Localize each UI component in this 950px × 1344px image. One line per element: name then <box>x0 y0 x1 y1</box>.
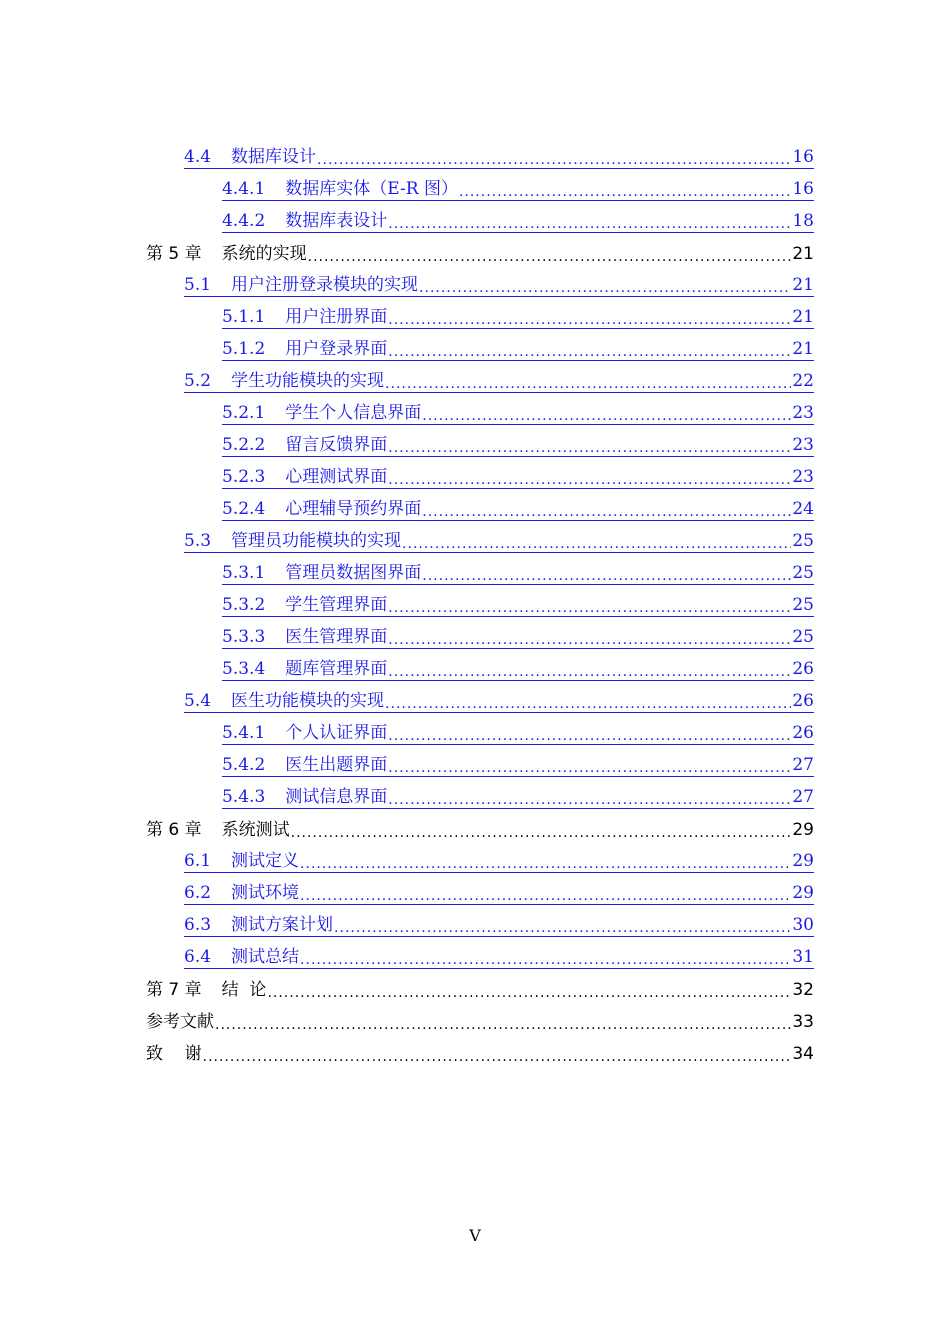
toc-entry-page: 21 <box>792 243 814 264</box>
toc-entry-line <box>184 942 814 969</box>
toc-entry-title: 致 谢 <box>146 1043 202 1064</box>
toc-entry-line <box>222 718 814 745</box>
toc-leader-dots <box>388 473 791 487</box>
toc-entry-title: 用户注册登录模块的实现 <box>231 274 419 295</box>
toc-entry-page: 23 <box>792 402 814 423</box>
toc-entry-title: 留言反馈界面 <box>285 434 388 455</box>
toc-leader-dots <box>385 377 791 391</box>
toc-leader-dots <box>388 761 791 775</box>
toc-entry-page: 29 <box>792 850 814 871</box>
toc-entry-line <box>222 302 814 329</box>
toc-leader-dots <box>388 601 791 615</box>
toc-entry[interactable] <box>0 555 950 587</box>
toc-entry[interactable] <box>0 779 950 811</box>
toc-entry-number: 5.2 <box>184 370 212 391</box>
toc-entry[interactable] <box>0 747 950 779</box>
toc-entry-number: 5.1.1 <box>222 306 266 327</box>
toc-entry-title: 数据库表设计 <box>285 210 388 231</box>
toc-leader-dots <box>422 569 791 583</box>
toc-entry-line <box>184 366 814 393</box>
page-number: V <box>469 1226 481 1245</box>
toc-entry-number: 5.1 <box>184 274 212 295</box>
toc-entry-line <box>184 686 814 713</box>
toc-entry-title: 个人认证界面 <box>285 722 388 743</box>
toc-entry-number: 第 7 章 <box>146 979 202 1000</box>
toc-entry-title: 题库管理界面 <box>285 658 388 679</box>
toc-entry[interactable] <box>0 939 950 971</box>
toc-entry-number: 4.4.1 <box>222 178 266 199</box>
toc-leader-dots <box>388 441 791 455</box>
toc-leader-dots <box>300 953 791 967</box>
toc-leader-dots <box>203 1050 792 1064</box>
toc-entry-line <box>184 846 814 873</box>
toc-entry-title: 心理辅导预约界面 <box>285 498 422 519</box>
toc-entry <box>0 971 950 1003</box>
toc-entry[interactable] <box>0 843 950 875</box>
toc-leader-dots <box>388 665 791 679</box>
toc-entry-line <box>222 558 814 585</box>
toc-entry-page: 16 <box>792 178 814 199</box>
toc-entry-page: 26 <box>792 658 814 679</box>
toc-entry-title: 测试方案计划 <box>231 914 334 935</box>
toc-entry-number: 6.4 <box>184 946 212 967</box>
toc-entry-number: 第 5 章 <box>146 243 202 264</box>
toc-entry[interactable] <box>0 459 950 491</box>
toc-leader-dots <box>422 505 791 519</box>
toc-entry-line <box>146 1039 814 1064</box>
toc-entry-number: 4.4 <box>184 146 212 167</box>
toc-entry-number: 5.4.1 <box>222 722 266 743</box>
table-of-contents <box>0 139 950 1067</box>
toc-entry[interactable] <box>0 299 950 331</box>
toc-entry-number: 5.2.3 <box>222 466 266 487</box>
toc-entry-page: 24 <box>792 498 814 519</box>
toc-entry[interactable] <box>0 587 950 619</box>
toc-entry-line <box>184 526 814 553</box>
toc-leader-dots <box>388 729 791 743</box>
toc-entry-page: 23 <box>792 434 814 455</box>
toc-leader-dots <box>385 697 791 711</box>
toc-leader-dots <box>267 986 791 1000</box>
toc-leader-dots <box>317 153 791 167</box>
toc-entry-page: 25 <box>792 562 814 583</box>
toc-entry-page: 23 <box>792 466 814 487</box>
toc-entry-title: 数据库实体（E-R 图） <box>285 178 458 199</box>
toc-entry-title: 医生管理界面 <box>285 626 388 647</box>
toc-entry-number: 5.3.3 <box>222 626 266 647</box>
toc-entry-line <box>222 622 814 649</box>
toc-entry-page: 22 <box>792 370 814 391</box>
toc-entry-number: 5.2.4 <box>222 498 266 519</box>
toc-entry[interactable] <box>0 171 950 203</box>
toc-entry-line <box>146 975 814 1000</box>
toc-entry-title: 医生功能模块的实现 <box>231 690 385 711</box>
toc-entry-line <box>184 270 814 297</box>
toc-leader-dots <box>291 826 792 840</box>
toc-entry-line <box>222 654 814 681</box>
toc-entry[interactable] <box>0 523 950 555</box>
toc-leader-dots <box>388 793 791 807</box>
toc-entry-number: 第 6 章 <box>146 819 202 840</box>
toc-entry-line <box>222 494 814 521</box>
toc-entry-number: 5.3.1 <box>222 562 266 583</box>
toc-entry[interactable] <box>0 363 950 395</box>
toc-entry-page: 26 <box>792 690 814 711</box>
toc-entry-number: 5.1.2 <box>222 338 266 359</box>
toc-entry-title: 系统的实现 <box>221 243 307 264</box>
toc-entry-title: 测试信息界面 <box>285 786 388 807</box>
toc-entry-page: 16 <box>792 146 814 167</box>
toc-entry[interactable] <box>0 683 950 715</box>
toc-entry[interactable] <box>0 619 950 651</box>
toc-entry-line <box>184 142 814 169</box>
toc-entry-line <box>222 750 814 777</box>
toc-entry-line <box>222 334 814 361</box>
toc-entry-title: 用户登录界面 <box>285 338 388 359</box>
toc-entry-page: 21 <box>792 338 814 359</box>
toc-entry-title: 测试环境 <box>231 882 300 903</box>
toc-leader-dots <box>419 281 791 295</box>
toc-entry-number: 6.3 <box>184 914 212 935</box>
toc-entry-number: 5.3.2 <box>222 594 266 615</box>
toc-entry-line <box>146 239 814 264</box>
toc-entry-page: 25 <box>792 530 814 551</box>
toc-leader-dots <box>402 537 791 551</box>
toc-entry-number: 5.3 <box>184 530 212 551</box>
toc-entry-title: 学生管理界面 <box>285 594 388 615</box>
toc-entry-line <box>222 206 814 233</box>
toc-entry-number: 6.1 <box>184 850 212 871</box>
toc-entry-line <box>222 398 814 425</box>
toc-entry-number: 4.4.2 <box>222 210 266 231</box>
toc-entry-title: 学生功能模块的实现 <box>231 370 385 391</box>
toc-entry-page: 27 <box>792 754 814 775</box>
toc-entry-page: 26 <box>792 722 814 743</box>
toc-entry-number: 5.2.2 <box>222 434 266 455</box>
toc-leader-dots <box>459 185 791 199</box>
toc-leader-dots <box>388 633 791 647</box>
toc-entry-line <box>184 910 814 937</box>
toc-leader-dots <box>334 921 791 935</box>
toc-entry-title: 心理测试界面 <box>285 466 388 487</box>
toc-entry[interactable] <box>0 267 950 299</box>
toc-entry-title: 测试定义 <box>231 850 300 871</box>
toc-entry <box>0 1003 950 1035</box>
toc-entry-page: 32 <box>792 979 814 1000</box>
toc-entry-number: 5.3.4 <box>222 658 266 679</box>
toc-leader-dots <box>300 857 791 871</box>
toc-entry-page: 34 <box>792 1043 814 1064</box>
toc-entry-page: 21 <box>792 274 814 295</box>
toc-entry-page: 25 <box>792 626 814 647</box>
toc-entry-number: 5.4 <box>184 690 212 711</box>
toc-entry-number: 5.4.2 <box>222 754 266 775</box>
toc-entry-title: 数据库设计 <box>231 146 317 167</box>
toc-entry-page: 30 <box>792 914 814 935</box>
toc-entry[interactable] <box>0 491 950 523</box>
toc-entry-title: 参考文献 <box>146 1011 214 1032</box>
toc-entry[interactable] <box>0 139 950 171</box>
toc-entry-title: 管理员数据图界面 <box>285 562 422 583</box>
toc-entry[interactable] <box>0 331 950 363</box>
toc-entry-number: 6.2 <box>184 882 212 903</box>
toc-entry-page: 33 <box>792 1011 814 1032</box>
toc-entry-line <box>222 430 814 457</box>
toc-entry <box>0 811 950 843</box>
toc-entry-line <box>184 878 814 905</box>
toc-entry <box>0 1035 950 1067</box>
toc-entry-line <box>146 815 814 840</box>
toc-entry-line <box>222 782 814 809</box>
toc-entry-page: 29 <box>792 819 814 840</box>
toc-leader-dots <box>388 313 791 327</box>
toc-leader-dots <box>215 1018 791 1032</box>
toc-entry-page: 25 <box>792 594 814 615</box>
toc-entry-title: 系统测试 <box>221 819 290 840</box>
toc-entry-title: 管理员功能模块的实现 <box>231 530 402 551</box>
toc-entry-title: 测试总结 <box>231 946 300 967</box>
toc-entry-title: 结 论 <box>221 979 267 1000</box>
toc-entry-page: 29 <box>792 882 814 903</box>
toc-leader-dots <box>300 889 791 903</box>
toc-entry-title: 医生出题界面 <box>285 754 388 775</box>
toc-entry-page: 31 <box>792 946 814 967</box>
toc-entry[interactable] <box>0 715 950 747</box>
toc-entry-number: 5.4.3 <box>222 786 266 807</box>
toc-leader-dots <box>308 250 792 264</box>
toc-entry-line <box>222 462 814 489</box>
toc-entry <box>0 235 950 267</box>
toc-leader-dots <box>388 345 791 359</box>
toc-entry[interactable] <box>0 907 950 939</box>
toc-entry-page: 21 <box>792 306 814 327</box>
toc-entry-line <box>222 174 814 201</box>
toc-entry[interactable] <box>0 427 950 459</box>
toc-entry[interactable] <box>0 395 950 427</box>
toc-leader-dots <box>422 409 791 423</box>
toc-entry-line <box>222 590 814 617</box>
toc-entry-page: 27 <box>792 786 814 807</box>
toc-entry[interactable] <box>0 651 950 683</box>
toc-entry-title: 用户注册界面 <box>285 306 388 327</box>
toc-entry-line <box>146 1007 814 1032</box>
toc-entry-title: 学生个人信息界面 <box>285 402 422 423</box>
toc-leader-dots <box>388 217 791 231</box>
toc-entry-page: 18 <box>792 210 814 231</box>
toc-entry-number: 5.2.1 <box>222 402 266 423</box>
toc-entry[interactable] <box>0 203 950 235</box>
toc-entry[interactable] <box>0 875 950 907</box>
